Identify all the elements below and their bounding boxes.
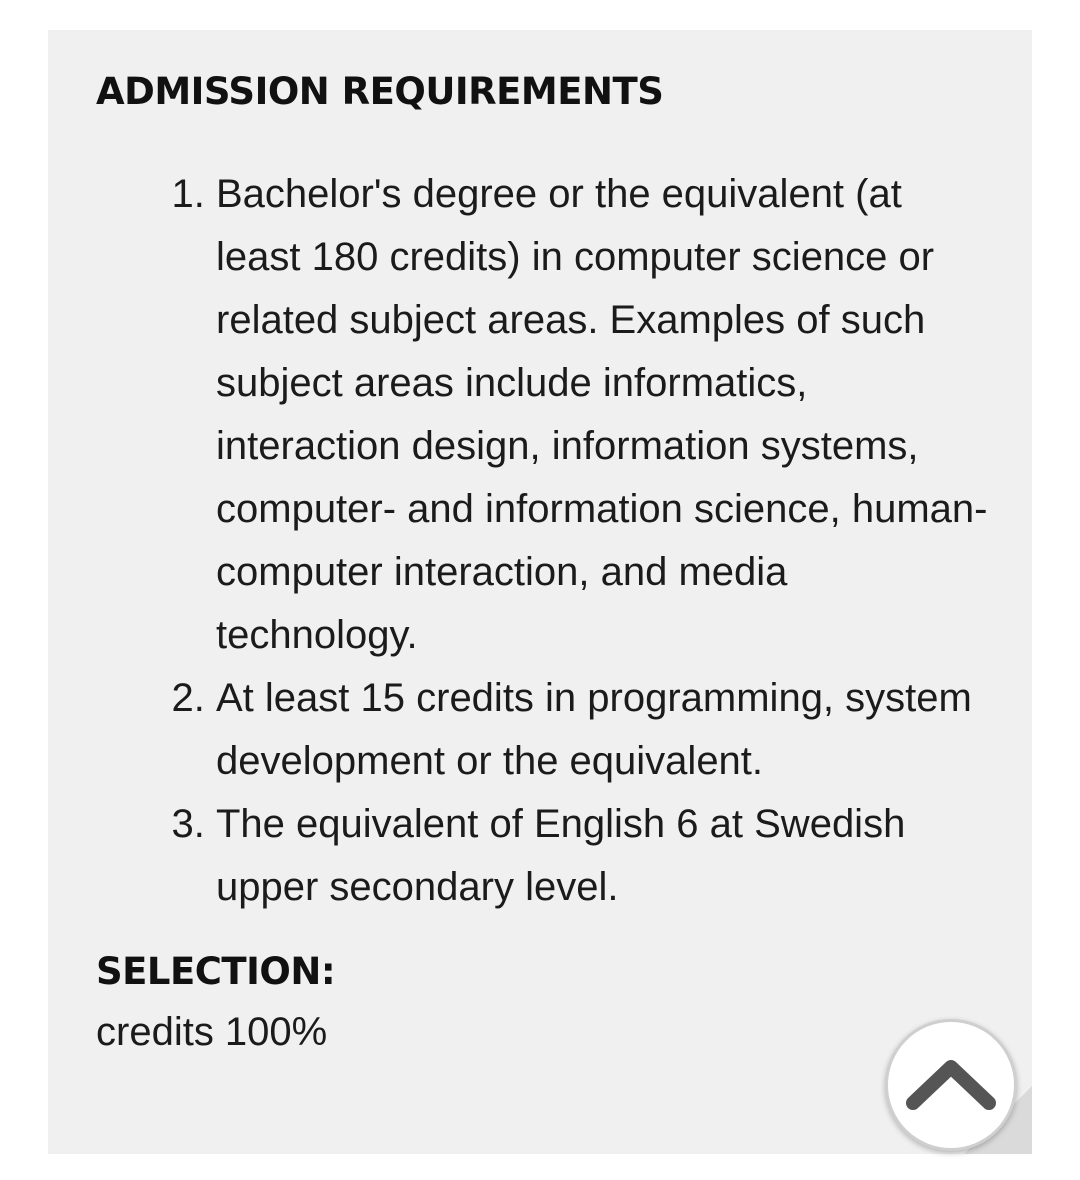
selection-value: credits 100% (96, 1010, 328, 1054)
chevron-up-icon (905, 1057, 997, 1113)
requirements-list (168, 163, 988, 919)
list-item: 2. At least 15 credits in programming, system development or the equivalent. (216, 667, 988, 793)
admission-panel (48, 30, 1032, 1154)
list-item: 3. The equivalent of English 6 at Swedish upper secondary level. (216, 793, 988, 919)
scroll-to-top-button[interactable] (885, 1019, 1017, 1151)
selection-label: SELECTION: (96, 950, 336, 993)
admission-requirements-heading: ADMISSION REQUIREMENTS (96, 70, 664, 113)
list-item: 1. Bachelor's degree or the equivalent (at least 180 credits) in computer science or related subject areas. Examples of such subject areas include informatics, interaction design, information systems, computer- and information science, human-computer interaction, and media technology. (216, 163, 988, 667)
